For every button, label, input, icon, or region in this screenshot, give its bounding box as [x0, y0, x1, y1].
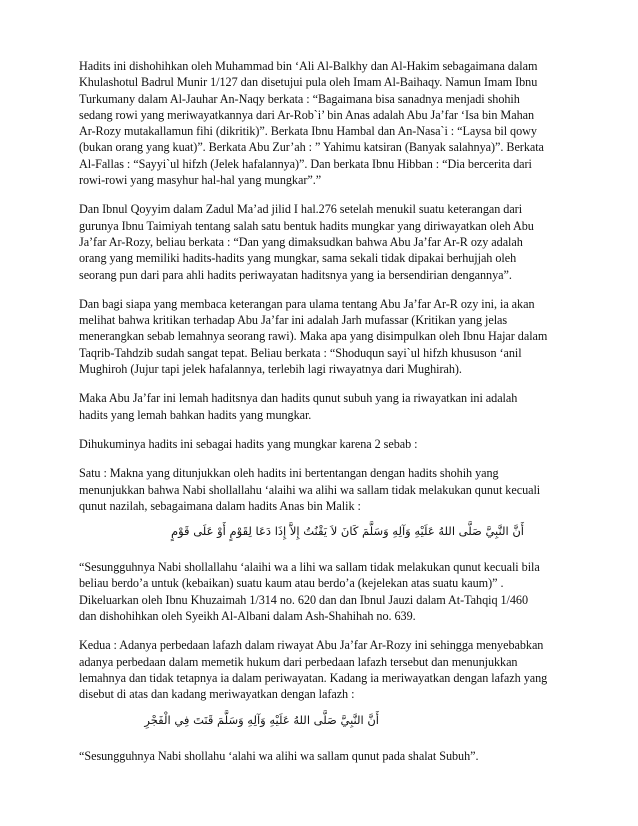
text-line: Dan Ibnul Qoyyim dalam Zadul Ma’ad jilid I hal.276 setelah menukil suatu keterangan dari	[79, 202, 523, 217]
text-line: hadits yang lemah bahkan hadits yang mungkar.	[79, 407, 312, 422]
text-line: seorang pun dari para ahli hadits periwayatan haditsnya yang ia bersendirian dengannya”.	[79, 267, 512, 282]
arabic-hadith-container	[79, 712, 379, 728]
arabic-hadith-text: أَنَّ النَّبِيَّ صَلَّى اللهُ عَلَيْهِ وَآلِهِ وَسَلَّمَ كَانَ لاَ يَقْنُتُ إِلاَّ إِذَا دَعَا لِقَوْمٍ أَوْ عَلَى قَوْمٍ	[170, 524, 524, 539]
paragraph-reason-two	[79, 637, 578, 702]
text-line: Ar-Rozy mutakallamun fihi (dikritik)”. Berkata Ibnu Hambal dan An-Nasa`i : “Laysa bil qowy	[79, 124, 537, 139]
text-line: menunjukkan bahwa Nabi shollallahu ‘alaihi wa alihi wa sallam tidak melakukan qunut kecuali	[79, 482, 541, 497]
text-line: Dihukuminya hadits ini sebagai hadits yang mungkar karena 2 sebab :	[79, 436, 418, 451]
text-line: “Sesungguhnya Nabi shollahu ‘alahi wa alihi wa sallam qunut pada shalat Subuh”.	[79, 748, 479, 763]
text-line: Kedua : Adanya perbedaan lafazh dalam riwayat Abu Ja’far Ar-Rozy ini sehingga menyebabkan	[79, 638, 544, 653]
text-line: Dan bagi siapa yang membaca keterangan para ulama tentang Abu Ja’far Ar-R ozy ini, ia akan	[79, 296, 535, 311]
paragraph-jarh-mufassar	[79, 296, 578, 377]
text-line: Hadits ini dishohihkan oleh Muhammad bin ‘Ali Al-Balkhy dan Al-Hakim sebagaimana dalam	[79, 59, 538, 73]
text-line: qunut nazilah, sebagaimana dalam hadits Anas bin Malik :	[79, 498, 361, 513]
text-line: gurunya Ibnu Taimiyah tentang salah satu bentuk hadits mungkar yang diriwayatkan oleh Abu	[79, 218, 534, 233]
paragraph-two-reasons	[79, 436, 578, 452]
text-line: lemahnya dan tidak tetapnya ia dalam periwayatan. Kadang ia meriwayatkan dengan lafazh yang	[79, 670, 548, 685]
text-line: Mughiroh (Jujur tapi jelek hafalannya, terlebih lagi riwayatnya dari Mughirah).	[79, 362, 462, 377]
text-line: orang yang memiliki hadits-hadits yang mungkar, sama sekali tidak dipakai berhujjah oleh	[79, 251, 517, 266]
text-line: Dikeluarkan oleh Ibnu Khuzaimah 1/314 no. 620 dan dan Ibnul Jauzi dalam At-Tahqiq 1/460	[79, 592, 529, 607]
arabic-hadith-text: أَنَّ النَّبِيَّ صَلَّى اللهُ عَلَيْهِ وَآلِهِ وَسَلَّمَ قَنَتَ فِي الْفَجْرِ	[144, 712, 379, 727]
text-line: Khulashotul Badrul Munir 1/127 dan disetujui pula oleh Imam Al-Baihaqy. Namun Imam Ibnu	[79, 75, 538, 90]
text-line: rowi-rowi yang masyhur hal-hal yang mungkar”.”	[79, 173, 322, 188]
text-line: Turkumany dalam Al-Jauhar An-Naqy berkata : “Bagaimana bisa sanadnya menjadi shohih	[79, 91, 520, 106]
text-line: Ja’far Ar-Rozy, beliau berkata : “Dan yang dimaksudkan bahwa Abu Ja’far Ar-R ozy adalah	[79, 234, 523, 249]
text-line: melihat bahwa kritikan terhadap Abu Ja’far ini adalah Jarh mufassar (Kritikan yang jelas	[79, 313, 508, 328]
text-line: beliau berdo’a untuk (kebaikan) suatu kaum atau berdo’a (kejelekan atas suatu kaum)” .	[79, 576, 504, 591]
text-line: sedang rowi yang meriwayatkannya dari Ar-Rob`i’ bin Anas adalah Abu Ja’far ‘Isa bin Mahan	[79, 107, 535, 122]
text-line: Satu : Makna yang ditunjukkan oleh hadits ini bertentangan dengan hadits shohih yang	[79, 466, 499, 481]
text-line: dan dishohihkan oleh Syeikh Al-Albani dalam Ash-Shahihah no. 639.	[79, 609, 416, 624]
text-line: Taqrib-Tahdzib sudah sangat tepat. Beliau berkata : “Shoduqun sayi`ul hifzh khususon ‘anil	[79, 345, 522, 360]
text-line: Maka Abu Ja’far ini lemah haditsnya dan hadits qunut subuh yang ia riwayatkan ini adalah	[79, 391, 518, 406]
text-line: adanya perbedaan dalam memetik hukum dari perbedaan lafazh tersebut dan menunjukkan	[79, 654, 518, 669]
paragraph-hadith-authentication	[79, 58, 578, 188]
closing-quote	[79, 748, 578, 764]
text-line: menerangkan sebab lemahnya seorang rawi). Maka apa yang disimpulkan oleh Ibnu Hajar dalam	[79, 329, 548, 344]
text-line: “Sesungguhnya Nabi shollallahu ‘alaihi wa a lihi wa sallam tidak melakukan qunut kecuali bila	[79, 560, 540, 575]
text-line: Al-Fallas : “Sayyi`ul hifzh (Jelek hafalannya)”. Dan berkata Ibnu Hibban : “Dia bercerita dari	[79, 156, 532, 171]
arabic-hadith-container	[79, 523, 524, 539]
paragraph-conclusion	[79, 390, 578, 423]
paragraph-hadith-translation	[79, 559, 578, 624]
paragraph-reason-one	[79, 465, 578, 514]
text-line: disebut di atas dan kadang meriwayatkan dengan lafazh :	[79, 687, 355, 702]
paragraph-ibnul-qoyyim	[79, 201, 578, 282]
text-line: (bukan orang yang kuat)”. Berkata Abu Zur’ah : ” Yahimu katsiran (Banyak salahnya)”. Berkata	[79, 140, 544, 155]
